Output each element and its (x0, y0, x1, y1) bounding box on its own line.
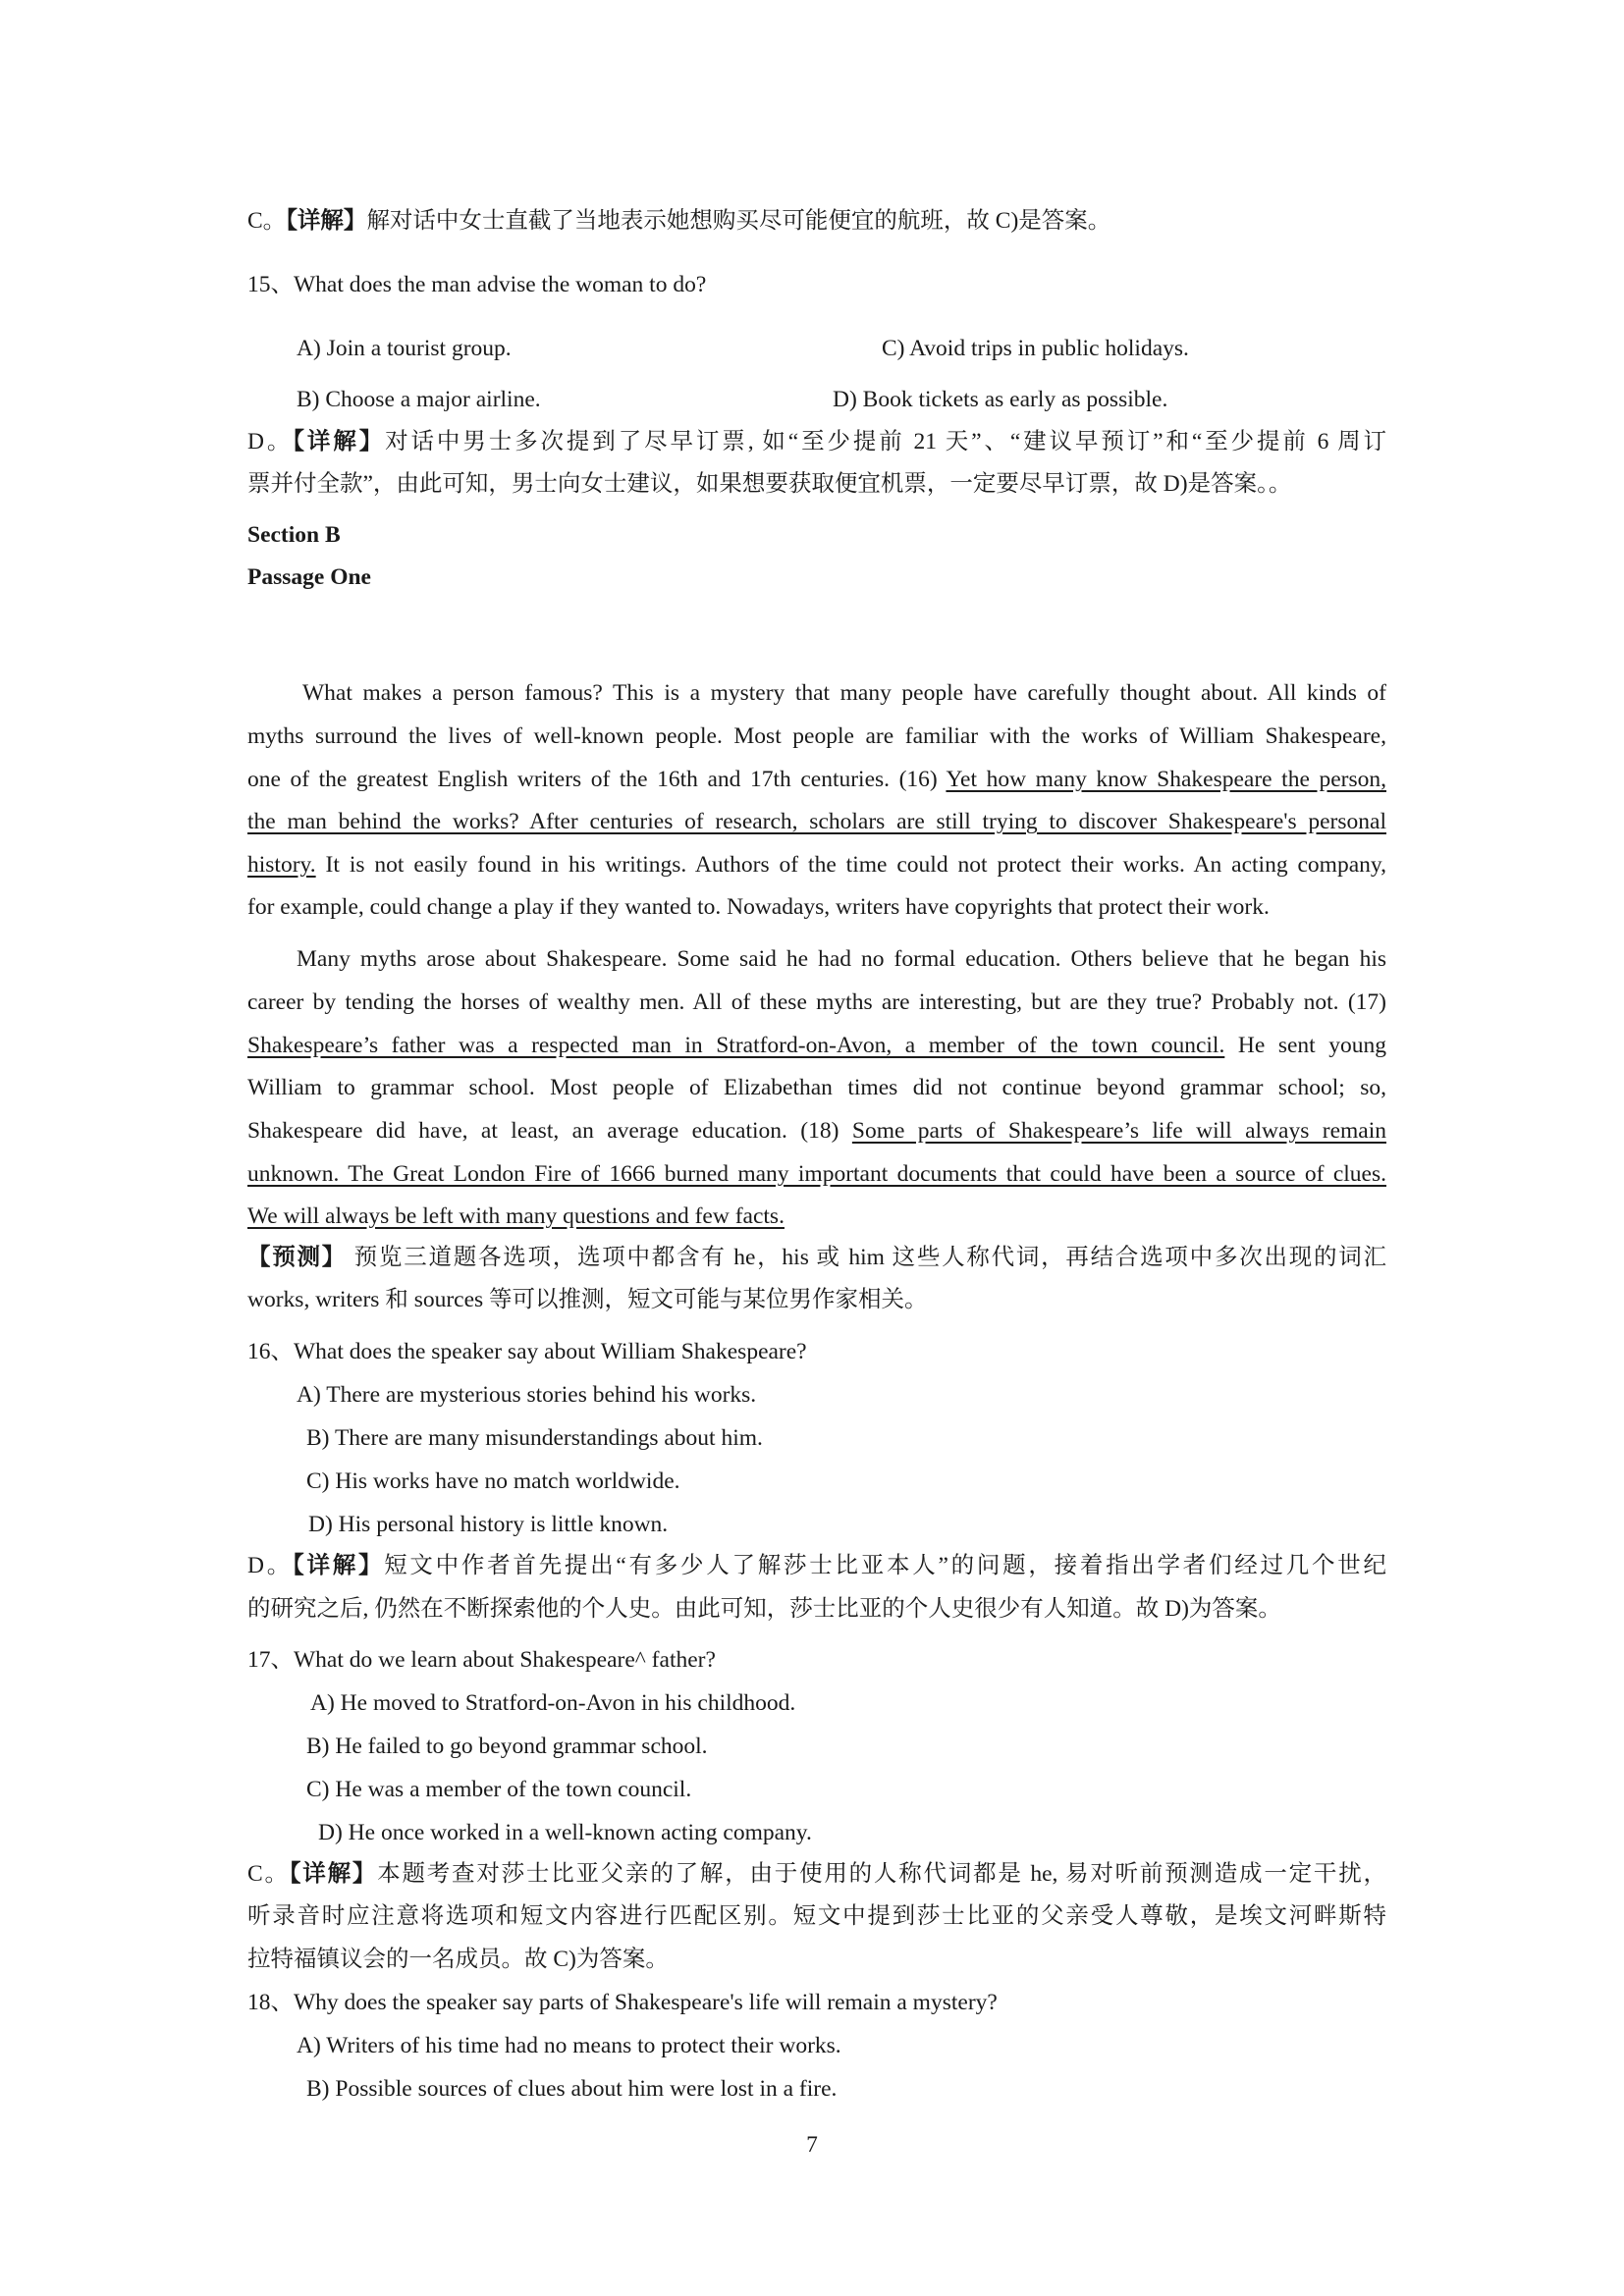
answer-letter: D。 (247, 1553, 293, 1578)
passage-p2-line-1: Many myths arose about Shakespeare. Some said he had no formal education. Others believe that he began his (297, 946, 1386, 972)
answer-tag: 【详解】 (289, 1861, 378, 1887)
q15-option-d: D) Book tickets as early as possible. (833, 387, 1168, 412)
passage-p2-line-2: career by tending the horses of wealthy men. All of these myths are interesting, but are they true? Probably not. (17) (247, 989, 1386, 1015)
answer-tag: 【详解】 (293, 429, 386, 454)
q16-option-d: D) His personal history is little known. (308, 1512, 669, 1537)
passage-p2-line-3 (247, 1031, 1386, 1060)
prediction-tag: 【预测】 (247, 1245, 348, 1270)
q15-answer-line-2: 票并付全款”，由此可知，男士向女士建议，如果想要获取便宜机票，一定要尽早订票，故 D)是答案。。 (247, 471, 1292, 497)
section-title: Section B (247, 522, 341, 548)
passage-p1-line-5 (247, 850, 1386, 880)
answer-text: 对话中男士多次提到了尽早订票, 如“至少提前 21 天”、“建议早预订”和“至少提前 6 周订 (385, 429, 1386, 454)
q16-option-b: B) There are many misunderstandings about him. (306, 1425, 763, 1451)
q15-option-b: B) Choose a major airline. (297, 387, 541, 412)
underlined-answer-text: Yet how many know Shakespeare the person, (946, 767, 1386, 792)
q15-question: 15、What does the man advise the woman to do? (247, 272, 707, 297)
prediction-line-1 (247, 1243, 1386, 1272)
passage-p2-line-7: We will always be left with many questions and few facts. (247, 1203, 785, 1229)
underlined-answer-text: Some parts of Shakespeare’s life will always remain (851, 1118, 1386, 1144)
q16-option-c: C) His works have no match worldwide. (306, 1468, 680, 1494)
plain-text: one of the greatest English writers of the 16th and 17th centuries. (16) (247, 767, 947, 792)
q15-answer-line-1 (247, 427, 1386, 456)
passage-p1-line-3 (247, 765, 1386, 794)
q16-question: 16、What does the speaker say about William Shakespeare? (247, 1339, 807, 1364)
passage-p2-line-5 (247, 1116, 1386, 1146)
q17-option-d: D) He once worked in a well-known acting company. (318, 1820, 812, 1845)
page-number: 7 (806, 2132, 818, 2158)
prediction-line-2: works, writers 和 sources 等可以推测，短文可能与某位男作家相关。 (247, 1287, 928, 1312)
plain-text: He sent young (1224, 1033, 1386, 1058)
plain-text: It is not easily found in his writings. Authors of the time could not protect their works. An acting company, (315, 852, 1386, 878)
passage-p1-line-4: the man behind the works? After centuries of research, scholars are still trying to discover Shakespeare's personal (247, 809, 1386, 834)
q16-option-a: A) There are mysterious stories behind his works. (297, 1382, 757, 1408)
q18-question: 18、Why does the speaker say parts of Shakespeare's life will remain a mystery? (247, 1990, 998, 2015)
passage-title: Passage One (247, 564, 371, 590)
q16-answer-line-1 (247, 1551, 1386, 1580)
answer-tag: 【详解】 (286, 208, 367, 234)
q17-answer-line-2: 听录音时应注意将选项和短文内容进行匹配区别。短文中提到莎士比亚的父亲受人尊敬，是埃文河畔斯特 (247, 1903, 1386, 1929)
q18-option-b: B) Possible sources of clues about him were lost in a fire. (306, 2076, 838, 2102)
q15-option-a: A) Join a tourist group. (297, 336, 512, 361)
passage-p2-line-4: William to grammar school. Most people of Elizabethan times did not continue beyond grammar school; so, (247, 1075, 1386, 1100)
q16-answer-line-2: 的研究之后, 仍然在不断探索他的个人史。由此可知，莎士比亚的个人史很少有人知道。故 D)为答案。 (247, 1596, 1281, 1622)
q17-answer-line-1 (247, 1859, 1386, 1889)
plain-text: Shakespeare did have, at least, an average education. (18) (247, 1118, 852, 1144)
underlined-answer-text: Shakespeare’s father was a respected man in Stratford-on-Avon, a member of the town council. (247, 1033, 1225, 1058)
q18-option-a: A) Writers of his time had no means to protect their works. (297, 2033, 841, 2058)
underlined-answer-text: history. (247, 852, 316, 878)
passage-p1-line-2: myths surround the lives of well-known people. Most people are familiar with the works of William Shakespeare, (247, 723, 1386, 749)
answer-text: 本题考查对莎士比亚父亲的了解，由于使用的人称代词都是 he, 易对听前预测造成一定干扰， (377, 1861, 1386, 1887)
q14-answer (247, 206, 1110, 236)
answer-letter: D。 (247, 429, 294, 454)
answer-tag: 【详解】 (292, 1553, 385, 1578)
passage-p2-line-6: unknown. The Great London Fire of 1666 burned many important documents that could have been a source of clues. (247, 1161, 1386, 1187)
q17-option-a: A) He moved to Stratford-on-Avon in his childhood. (310, 1690, 796, 1716)
prediction-text: 预览三道题各选项，选项中都含有 he，his 或 him 这些人称代词，再结合选项中多次出现的词汇 (347, 1245, 1386, 1270)
passage-p1-line-6: for example, could change a play if they wanted to. Nowadays, writers have copyrights that protect their work. (247, 894, 1270, 920)
q17-option-c: C) He was a member of the town council. (306, 1777, 692, 1802)
answer-text: 解对话中女士直截了当地表示她想购买尽可能便宜的航班，故 C)是答案。 (366, 208, 1111, 234)
answer-text: 短文中作者首先提出“有多少人了解莎士比亚本人”的问题，接着指出学者们经过几个世纪 (384, 1553, 1386, 1578)
q17-answer-line-3: 拉特福镇议会的一名成员。故 C)为答案。 (247, 1947, 669, 1972)
answer-letter: C。 (247, 1861, 290, 1887)
q17-option-b: B) He failed to go beyond grammar school. (306, 1734, 708, 1759)
passage-p1-line-1: What makes a person famous? This is a mystery that many people have carefully thought about. All kinds of (302, 680, 1386, 706)
answer-letter: C。 (247, 208, 287, 234)
q17-question: 17、What do we learn about Shakespeare^ father? (247, 1647, 716, 1673)
q15-option-c: C) Avoid trips in public holidays. (882, 336, 1189, 361)
